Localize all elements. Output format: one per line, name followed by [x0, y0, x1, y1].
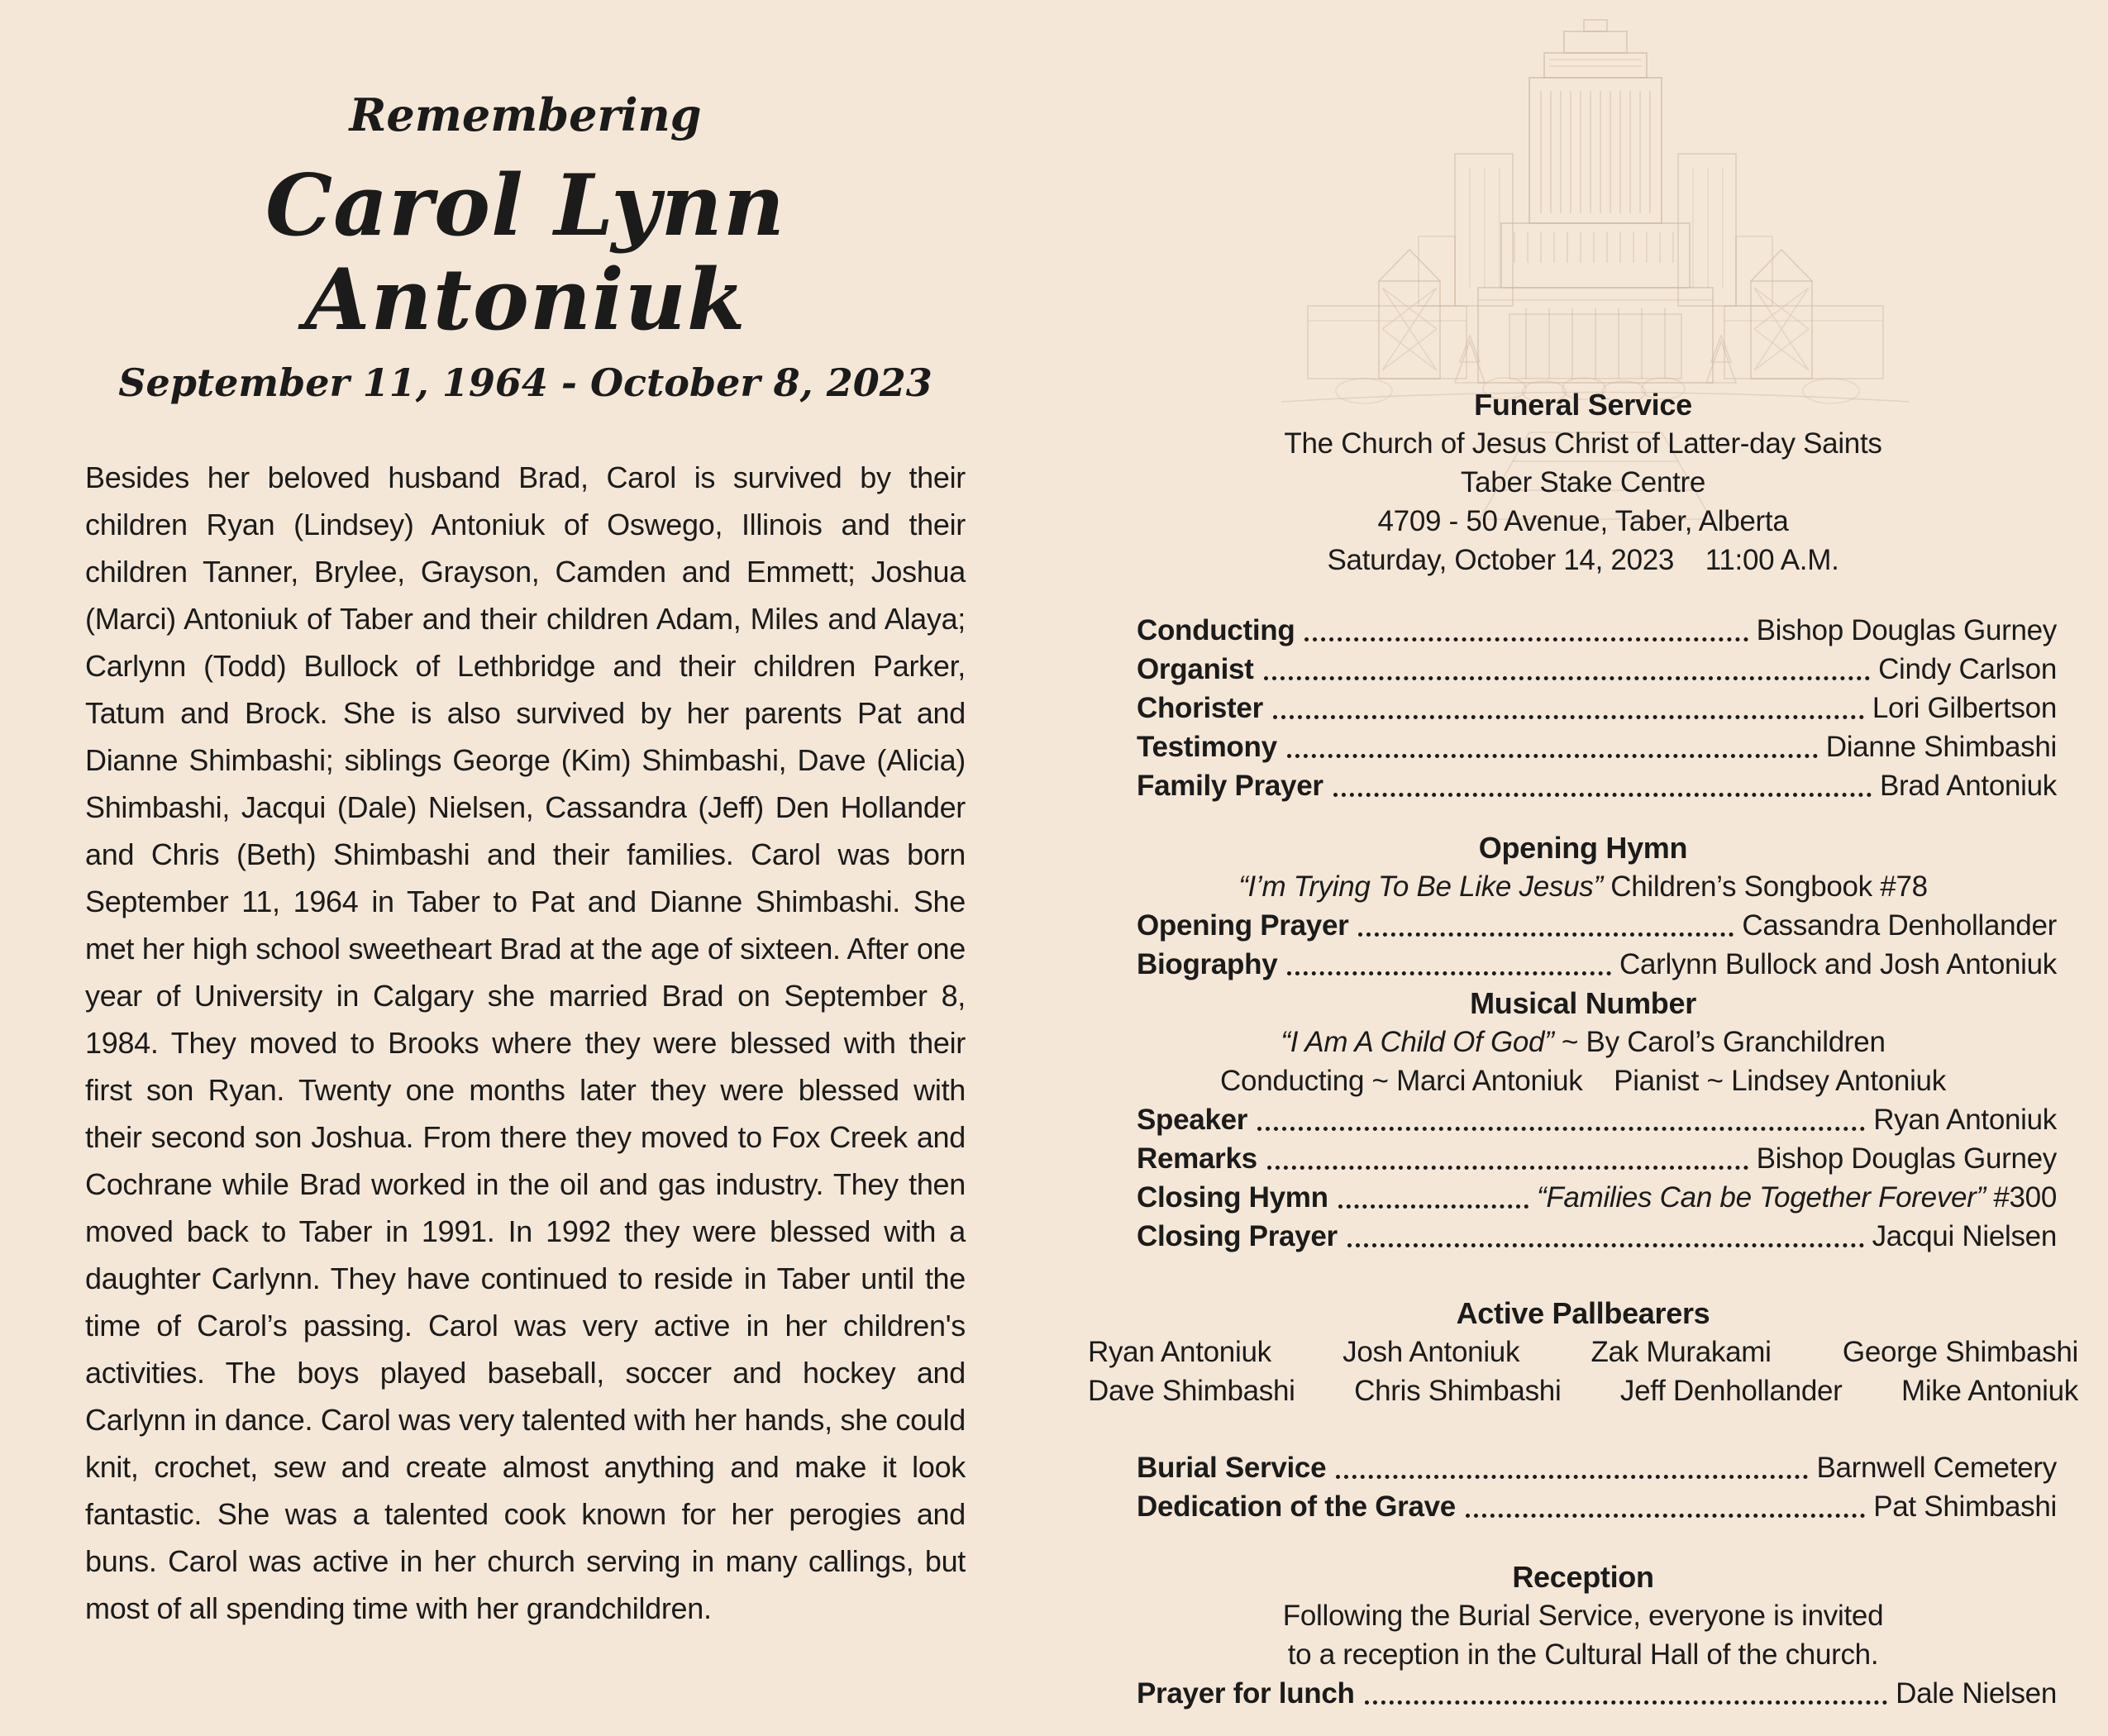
program-row-grave-dedication: [1099, 1487, 2067, 1526]
program-label: Conducting: [1137, 614, 1295, 646]
dotted-leader: [1365, 1700, 1888, 1705]
dotted-leader: [1273, 715, 1864, 719]
pallbearers-heading: Active Pallbearers: [1456, 1296, 1710, 1330]
program-name: Cassandra Denhollander: [1742, 909, 2057, 942]
pallbearer-name: George Shimbashi: [1842, 1336, 2078, 1368]
dotted-leader: [1347, 1243, 1864, 1247]
pallbearer-name: Mike Antoniuk: [1901, 1375, 2078, 1407]
program-row-burial-service: [1099, 1448, 2067, 1487]
hymn-title: “I’m Trying To Be Like Jesus”: [1238, 870, 1603, 903]
program-name: Cindy Carlson: [1878, 653, 2057, 685]
program-name: Dianne Shimbashi: [1825, 731, 2057, 763]
hymn-title: “I Am A Child Of God”: [1281, 1026, 1554, 1058]
dotted-leader: [1333, 793, 1872, 797]
service-address-line: 4709 - 50 Avenue, Taber, Alberta: [1377, 505, 1789, 537]
program-label: Opening Prayer: [1137, 909, 1349, 942]
spacer: [1099, 805, 2067, 828]
pallbearer-name: Ryan Antoniuk: [1088, 1336, 1271, 1368]
program-name: Lori Gilbertson: [1872, 692, 2057, 724]
service-church-line: The Church of Jesus Christ of Latter-day Saints: [1284, 427, 1882, 460]
program-row-conducting: [1099, 611, 2067, 650]
musical-number-line: [1099, 1023, 2067, 1061]
remembering-title: Remembering: [349, 88, 702, 141]
spacer: [1099, 579, 2067, 611]
hymn-subtitle: Children’s Songbook #78: [1602, 870, 1928, 903]
program-name: Bishop Douglas Gurney: [1756, 1142, 2057, 1175]
person-name: Carol Lynn Antoniuk: [265, 156, 785, 351]
program-row-closing-hymn: [1099, 1178, 2067, 1217]
pallbearers-row-1: [1088, 1333, 2078, 1371]
reception-line-1: Following the Burial Service, everyone is invited: [1282, 1600, 1884, 1632]
right-column: [1088, 385, 2078, 1713]
program-name: Bishop Douglas Gurney: [1756, 614, 2057, 646]
program-row-opening-prayer: [1099, 906, 2067, 945]
musical-number-heading: Musical Number: [1470, 986, 1696, 1020]
program-row-chorister: [1099, 689, 2067, 727]
pallbearer-name: Josh Antoniuk: [1343, 1336, 1520, 1368]
opening-hymn-heading: Opening Hymn: [1478, 831, 1688, 865]
program-row-family-prayer: [1099, 766, 2067, 805]
hymn-title: “Families Can be Together Forever”: [1537, 1181, 1986, 1214]
pallbearer-name: Jeff Denhollander: [1619, 1375, 1843, 1407]
dotted-leader: [1287, 754, 1818, 758]
program-row-lunch-prayer: [1099, 1674, 2067, 1713]
left-column: [85, 58, 966, 1632]
dotted-leader: [1257, 1127, 1865, 1131]
pallbearers-row-2: [1088, 1371, 2078, 1410]
funeral-service-heading: Funeral Service: [1474, 388, 1692, 422]
program-label: Remarks: [1137, 1142, 1257, 1175]
program-label: Dedication of the Grave: [1137, 1490, 1456, 1523]
reception-line-2: to a reception in the Cultural Hall of the church.: [1287, 1638, 1879, 1671]
service-venue-line: Taber Stake Centre: [1460, 466, 1706, 498]
hymn-number: #300: [1985, 1181, 2057, 1214]
service-datetime-line: Saturday, October 14, 2023 11:00 A.M.: [1327, 544, 1839, 576]
spacer: [1099, 1526, 2067, 1557]
program-label: Closing Prayer: [1137, 1220, 1338, 1252]
hymn-subtitle: ~ By Carol’s Granchildren: [1553, 1026, 1886, 1058]
program-name: Dale Nielsen: [1896, 1677, 2057, 1710]
program-label: Closing Hymn: [1137, 1181, 1328, 1214]
opening-hymn-line: [1099, 867, 2067, 906]
spacer: [1099, 1410, 2067, 1448]
reception-heading: Reception: [1512, 1560, 1654, 1594]
program-label: Speaker: [1137, 1104, 1248, 1136]
dotted-leader: [1264, 676, 1871, 680]
program-label: Biography: [1137, 948, 1278, 980]
program-name: Carlynn Bullock and Josh Antoniuk: [1619, 948, 2057, 980]
program-name: Barnwell Cemetery: [1816, 1452, 2057, 1484]
program-label: Testimony: [1137, 731, 1277, 763]
program-name: Pat Shimbashi: [1873, 1490, 2057, 1523]
dotted-leader: [1336, 1475, 1808, 1479]
dotted-leader: [1267, 1166, 1748, 1170]
program-row-speaker: [1099, 1100, 2067, 1139]
dotted-leader: [1287, 971, 1611, 975]
musical-number-credits: Conducting ~ Marci Antoniuk Pianist ~ Lindsey Antoniuk: [1220, 1065, 1946, 1097]
program-row-biography: [1099, 945, 2067, 984]
program-name: Jacqui Nielsen: [1872, 1220, 2057, 1252]
program-row-closing-prayer: [1099, 1217, 2067, 1256]
program-label: Family Prayer: [1137, 770, 1323, 802]
program-label: Burial Service: [1137, 1452, 1327, 1484]
pallbearer-name: Zak Murakami: [1591, 1336, 1772, 1368]
dotted-leader: [1466, 1514, 1865, 1518]
obituary-text: Besides her beloved husband Brad, Carol is survived by their children Ryan (Lindsey) Antoniuk of Oswego, Illinois and their children Tanner, Brylee, Grayson, Camden and Emmett; Joshua (Marci) Antoniuk of Taber and their children Adam, Miles and Alaya; Carlynn (Todd) Bullock of Lethbridge and their children Parker, Tatum and Brock. She is also survived by her parents Pat and Dianne Shimbashi; siblings George (Kim) Shimbashi, Dave (Alicia) Shimbashi, Jacqui (Dale) Nielsen, Cassandra (Jeff) Den Hollander and Chris (Beth) Shimbashi and their families. Carol was born September 11, 1964 in Taber to Pat and Dianne Shimbashi. She met her high school sweetheart Brad at the age of sixteen. After one year of University in Calgary she married Brad on September 8, 1984. They moved to Brooks where they were blessed with their first son Ryan. Twenty one months later they were blessed with their second son Joshua. From there they moved to Fox Creek and Cochrane while Brad worked in the oil and gas industry. They then moved back to Taber in 1991. In 1992 they were blessed with a daughter Carlynn. They have continued to reside in Taber until the time of Carol’s passing. Carol was very active in her children's activities. The boys played baseball, soccer and hockey and Carlynn in dance. Carol was very talented with her hands, she could knit, crochet, sew and create almost anything and make it look fantastic. She was a talented cook known for her perogies and buns. Carol was active in her church serving in many callings, but most of all spending time with her grandchildren.: [85, 460, 966, 1626]
program-name: Ryan Antoniuk: [1873, 1104, 2057, 1136]
person-dates: September 11, 1964 - October 8, 2023: [118, 360, 932, 406]
program-row-remarks: [1099, 1139, 2067, 1178]
dotted-leader: [1304, 637, 1748, 641]
program-label: Organist: [1137, 653, 1254, 685]
dotted-leader: [1338, 1204, 1529, 1209]
program-name: [1537, 1178, 2057, 1217]
pallbearer-name: Dave Shimbashi: [1088, 1375, 1295, 1407]
dotted-leader: [1358, 932, 1734, 937]
program-label: Prayer for lunch: [1137, 1677, 1355, 1710]
program-row-organist: [1099, 650, 2067, 689]
pallbearer-name: Chris Shimbashi: [1354, 1375, 1562, 1407]
spacer: [1099, 1256, 2067, 1294]
program-row-testimony: [1099, 727, 2067, 766]
program-name: Brad Antoniuk: [1879, 770, 2057, 802]
program-label: Chorister: [1137, 692, 1263, 724]
